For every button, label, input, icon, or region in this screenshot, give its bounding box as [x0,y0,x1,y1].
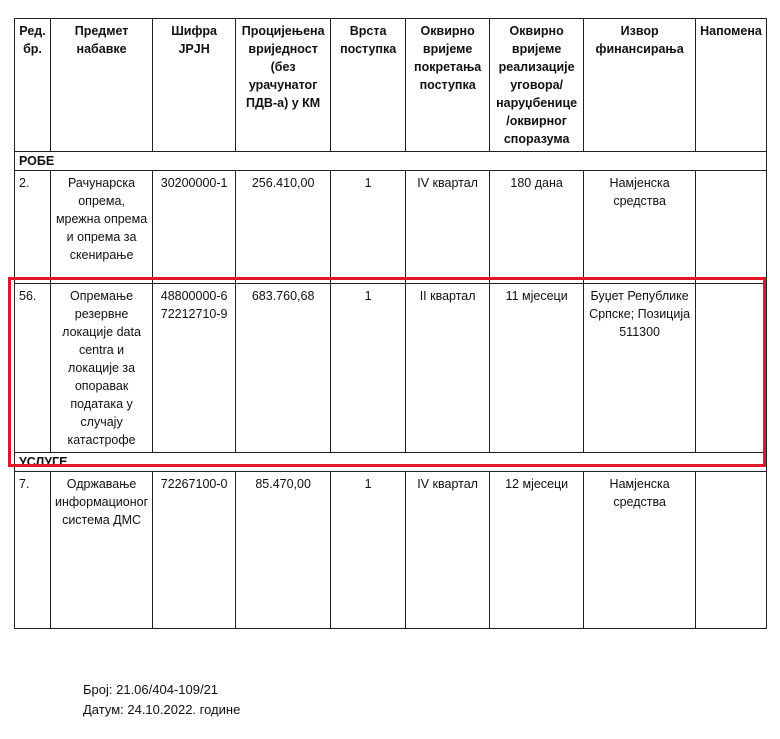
header-row [15,19,767,152]
table-row [15,472,767,629]
row-type: 1 [331,472,406,629]
row-source: Намјенска средства [584,171,696,284]
header-code: Шифра ЈРЈН [153,19,236,152]
row-source: Буџет Републике Српске; Позиција 511300 [584,284,696,453]
header-duration: Оквирно вријеме реализације уговора/ наруџбенице /оквирног споразума [490,19,584,152]
row-duration: 11 мјесеци [490,284,584,453]
row-note [696,171,767,284]
footer [83,680,240,720]
row-subject: Рачунарска опрема, мрежна опрема и опрема за скенирање [51,171,153,284]
row-start: IV квартал [406,171,490,284]
header-value: Процијењена вриједност (без урачунатог ПДВ-а) у КМ [236,19,331,152]
row-code: 48800000-6 72212710-9 [153,284,236,453]
row-value: 683.760,68 [236,284,331,453]
row-source: Намјенска средства [584,472,696,629]
row-start: IV квартал [406,472,490,629]
header-source: Извор финансирања [584,19,696,152]
row-start: II квартал [406,284,490,453]
table-row [15,284,767,453]
row-subject: Опремање резервне локације data centra и локације за опоравак података у случају катастрофе [51,284,153,453]
header-start: Оквирно вријеме покретања поступка [406,19,490,152]
section-goods-label: РОБЕ [15,152,767,171]
row-code: 30200000-1 [153,171,236,284]
row-code: 72267100-0 [153,472,236,629]
row-value: 85.470,00 [236,472,331,629]
document-date: Датум: 24.10.2022. године [83,702,241,717]
header-type: Врста поступка [331,19,406,152]
row-note [696,472,767,629]
row-type: 1 [331,171,406,284]
document-number: Број: 21.06/404-109/21 [83,682,219,697]
section-goods-row [15,152,767,171]
row-duration: 12 мјесеци [490,472,584,629]
table-row [15,171,767,284]
section-services-row [15,453,767,472]
row-duration: 180 дана [490,171,584,284]
row-note [696,284,767,453]
header-num: Ред. бр. [15,19,51,152]
row-num: 2. [15,171,51,284]
row-type: 1 [331,284,406,453]
section-services-label: УСЛУГЕ [15,453,767,472]
procurement-table [14,18,767,629]
header-note: Напомена [696,19,767,152]
header-subject: Предмет набавке [51,19,153,152]
row-num: 7. [15,472,51,629]
row-num: 56. [15,284,51,453]
row-subject: Одржавање информационог система ДМС [51,472,153,629]
row-value: 256.410,00 [236,171,331,284]
